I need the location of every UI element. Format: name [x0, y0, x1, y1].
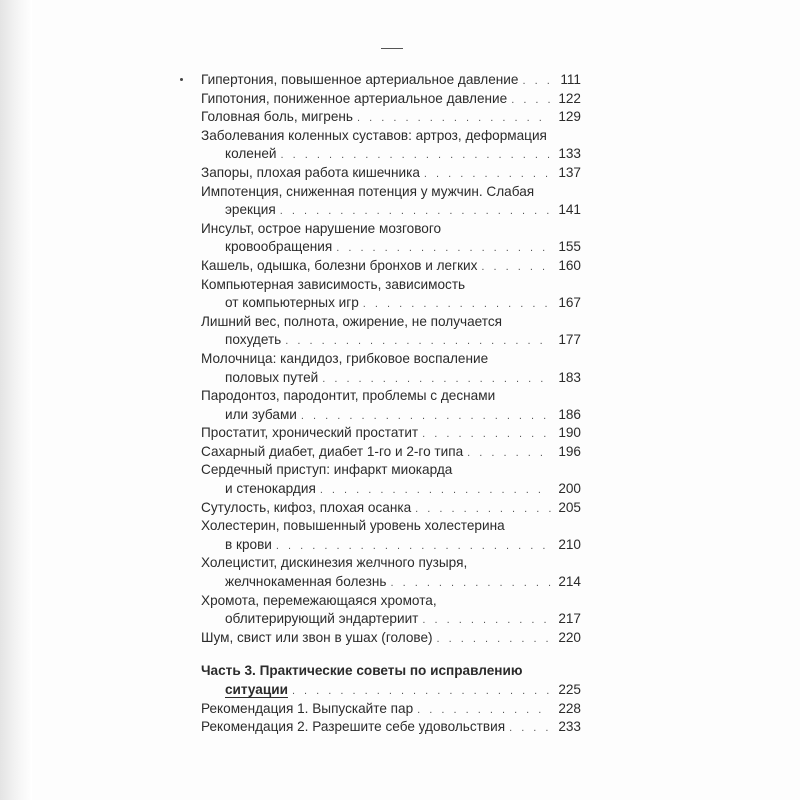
- toc-entry-line: [201, 629, 581, 648]
- toc-entry-title: Хромота, перемежающаяся хромота,: [201, 592, 437, 608]
- toc-entry-title: Холецистит, дискинезия желчного пузыря,: [201, 555, 468, 571]
- toc-leader-dots: [417, 701, 551, 719]
- toc-entry[interactable]: [201, 461, 581, 498]
- toc-page-number: 186: [558, 406, 581, 422]
- toc-entry-line: [201, 499, 581, 518]
- toc-entry-title: Головная боль, мигрень: [201, 109, 354, 125]
- toc-page-number: 183: [558, 369, 581, 385]
- toc-entries-list: [201, 71, 581, 647]
- toc-entry[interactable]: [201, 629, 581, 648]
- folio-mark: [381, 48, 403, 49]
- toc-page-number: 200: [558, 481, 581, 497]
- toc-entry-title: Импотенция, сниженная потенция у мужчин. Слабая: [201, 183, 535, 199]
- toc-entry-title: облитерирующий эндартериит: [225, 611, 419, 627]
- toc-page-number: 196: [558, 443, 581, 459]
- toc-page-number: 225: [558, 682, 581, 697]
- toc-entry-title: похудеть: [225, 332, 282, 348]
- toc-entry-line: [201, 700, 581, 719]
- toc-leader-dots: [285, 332, 551, 350]
- toc-entry-line: [201, 517, 581, 536]
- toc-entry-line: [201, 536, 581, 555]
- toc-entry[interactable]: [201, 71, 581, 90]
- toc-entry-line: [201, 443, 581, 462]
- toc-entry-line: [201, 220, 581, 239]
- toc-entry-title: эрекция: [225, 202, 276, 218]
- toc-entry-title: кровообращения: [225, 239, 333, 255]
- toc-entry-title: Простатит, хронический простатит: [201, 425, 419, 441]
- toc-entry-line: [201, 294, 581, 313]
- toc-entry[interactable]: [201, 220, 581, 257]
- toc-page-number: 214: [558, 574, 581, 590]
- toc-leader-dots: [481, 258, 551, 276]
- toc-leader-dots: [415, 500, 551, 518]
- toc-page-number: 160: [558, 257, 581, 273]
- toc-entry[interactable]: [201, 718, 581, 737]
- toc-leader-dots: [424, 165, 551, 183]
- toc-page-number: 129: [558, 109, 581, 125]
- toc-page-number: 217: [558, 611, 581, 627]
- toc-entry-line: [201, 554, 581, 573]
- toc-entry-title: Шум, свист или звон в ушах (голове): [201, 629, 433, 645]
- toc-entry-title: Сутулость, кифоз, плохая осанка: [201, 499, 412, 515]
- toc-entry[interactable]: [201, 554, 581, 591]
- toc-entry[interactable]: [201, 108, 581, 127]
- toc-leader-dots: [390, 574, 551, 592]
- toc-entry-line: [201, 276, 581, 295]
- toc-entry-line: [201, 183, 581, 202]
- toc-entry[interactable]: [201, 517, 581, 554]
- toc-entry-title: Гипертония, повышенное артериальное давление: [201, 72, 519, 87]
- toc-entry-title: Запоры, плохая работа кишечника: [201, 164, 420, 180]
- toc-leader-dots: [322, 370, 551, 388]
- toc-entry-line: [201, 573, 581, 592]
- toc-entry-line: [201, 369, 581, 388]
- toc-leader-dots: [363, 295, 551, 313]
- toc-entry-line: [201, 201, 581, 220]
- toc-part-heading: [201, 662, 581, 699]
- toc-entry-title: Инсульт, острое нарушение мозгового: [201, 220, 442, 236]
- toc-entry-line: [201, 480, 581, 499]
- toc-entry-title: Рекомендация 2. Разрешите себе удовольствия: [201, 719, 506, 735]
- toc-page-number: 133: [558, 146, 581, 162]
- toc-page-number: 205: [558, 499, 581, 515]
- toc-entry[interactable]: [201, 164, 581, 183]
- toc-page-number: 228: [558, 700, 581, 716]
- toc-entry[interactable]: [201, 700, 581, 719]
- toc-leader-dots: [336, 239, 551, 257]
- toc-entry-title: Молочница: кандидоз, грибковое воспаление: [201, 350, 489, 366]
- toc-entry-line: [201, 718, 581, 737]
- toc-entry-line: [201, 610, 581, 629]
- toc-page-number: 155: [558, 239, 581, 255]
- toc-entry-title: Часть 3. Практические советы по исправлению: [201, 663, 523, 679]
- toc-leader-dots: [320, 481, 551, 499]
- toc-entry-line: [201, 108, 581, 127]
- toc-entry[interactable]: [201, 183, 581, 220]
- toc-page-number: 220: [558, 629, 581, 645]
- toc-entry-title: Пародонтоз, пародонтит, проблемы с деснами: [201, 388, 496, 404]
- toc-entry-title: Сахарный диабет, диабет 1-го и 2-го типа: [201, 443, 464, 459]
- toc-leader-dots: [276, 537, 551, 555]
- toc-page-number: 233: [558, 719, 581, 735]
- toc-entry-line: [201, 90, 581, 109]
- toc-page-number: 167: [558, 295, 581, 311]
- toc-entry[interactable]: [201, 276, 581, 313]
- toc-entry[interactable]: [201, 443, 581, 462]
- toc-recommendations-list: [201, 700, 581, 737]
- toc-entry[interactable]: [201, 350, 581, 387]
- toc-leader-dots: [467, 444, 551, 462]
- table-of-contents: [201, 71, 581, 737]
- toc-entry-line: [201, 387, 581, 406]
- toc-entry[interactable]: [201, 424, 581, 443]
- toc-leader-dots: [301, 407, 551, 425]
- toc-entry-line: [201, 313, 581, 332]
- stray-dot: [180, 78, 183, 81]
- toc-leader-dots: [281, 146, 551, 164]
- toc-entry-line: [201, 681, 581, 700]
- toc-entry-title: Заболевания коленных суставов: артроз, деформация: [201, 127, 547, 143]
- toc-page-number: 122: [558, 90, 581, 106]
- toc-entry-title: Кашель, одышка, болезни бронхов и легких: [201, 257, 478, 273]
- toc-entry-title: Компьютерная зависимость, зависимость: [201, 276, 466, 292]
- toc-page-number: 210: [558, 536, 581, 552]
- toc-entry-line: [201, 424, 581, 443]
- toc-part-entry[interactable]: [201, 662, 581, 699]
- toc-entry-line: [201, 592, 581, 611]
- toc-page-number: 141: [558, 202, 581, 218]
- toc-leader-dots: [357, 109, 551, 127]
- toc-entry[interactable]: [201, 257, 581, 276]
- toc-entry-line: [201, 350, 581, 369]
- toc-leader-dots: [422, 425, 551, 443]
- toc-entry[interactable]: [201, 90, 581, 109]
- toc-entry[interactable]: [201, 387, 581, 424]
- toc-entry[interactable]: [201, 499, 581, 518]
- toc-entry-title: Рекомендация 1. Выпускайте пар: [201, 700, 414, 716]
- toc-leader-dots: [522, 72, 551, 90]
- toc-entry-title: Гипотония, пониженное артериальное давление: [201, 90, 508, 106]
- toc-entry[interactable]: [201, 313, 581, 350]
- toc-entry[interactable]: [201, 127, 581, 164]
- toc-entry-title: и стенокардия: [225, 481, 316, 497]
- toc-entry-title: половых путей: [225, 369, 319, 385]
- toc-entry-line: [201, 257, 581, 276]
- toc-entry-title: желчнокаменная болезнь: [225, 574, 387, 590]
- toc-entry-line: [201, 461, 581, 480]
- toc-leader-dots: [280, 202, 551, 220]
- toc-entry-line: [201, 127, 581, 146]
- toc-entry-title: коленей: [225, 146, 277, 162]
- toc-entry-title: ситуации: [225, 682, 288, 697]
- toc-page-number: 190: [558, 425, 581, 441]
- toc-leader-dots: [437, 630, 551, 648]
- toc-entry-title: Холестерин, повышенный уровень холестерина: [201, 518, 505, 534]
- toc-page-number: 137: [558, 164, 581, 180]
- toc-entry-title: Сердечный приступ: инфаркт миокарда: [201, 462, 453, 478]
- toc-entry-line: [201, 331, 581, 350]
- toc-entry-line: [201, 238, 581, 257]
- toc-entry-title: или зубами: [225, 406, 297, 422]
- toc-leader-dots: [509, 719, 551, 737]
- toc-entry-line: [201, 145, 581, 164]
- toc-leader-dots: [511, 91, 551, 109]
- toc-leader-dots: [422, 611, 551, 629]
- toc-entry-title: в крови: [225, 536, 272, 552]
- toc-leader-dots: [292, 682, 551, 700]
- toc-entry-line: [201, 71, 581, 90]
- page-gutter-shadow: [0, 0, 32, 800]
- toc-entry-title: Лишний вес, полнота, ожирение, не получается: [201, 313, 502, 329]
- toc-entry[interactable]: [201, 592, 581, 629]
- toc-entry-line: [201, 662, 581, 681]
- toc-entry-line: [201, 406, 581, 425]
- toc-page-number: 111: [560, 72, 581, 87]
- toc-entry-title: от компьютерных игр: [225, 295, 359, 311]
- toc-page-number: 177: [558, 332, 581, 348]
- toc-entry-line: [201, 164, 581, 183]
